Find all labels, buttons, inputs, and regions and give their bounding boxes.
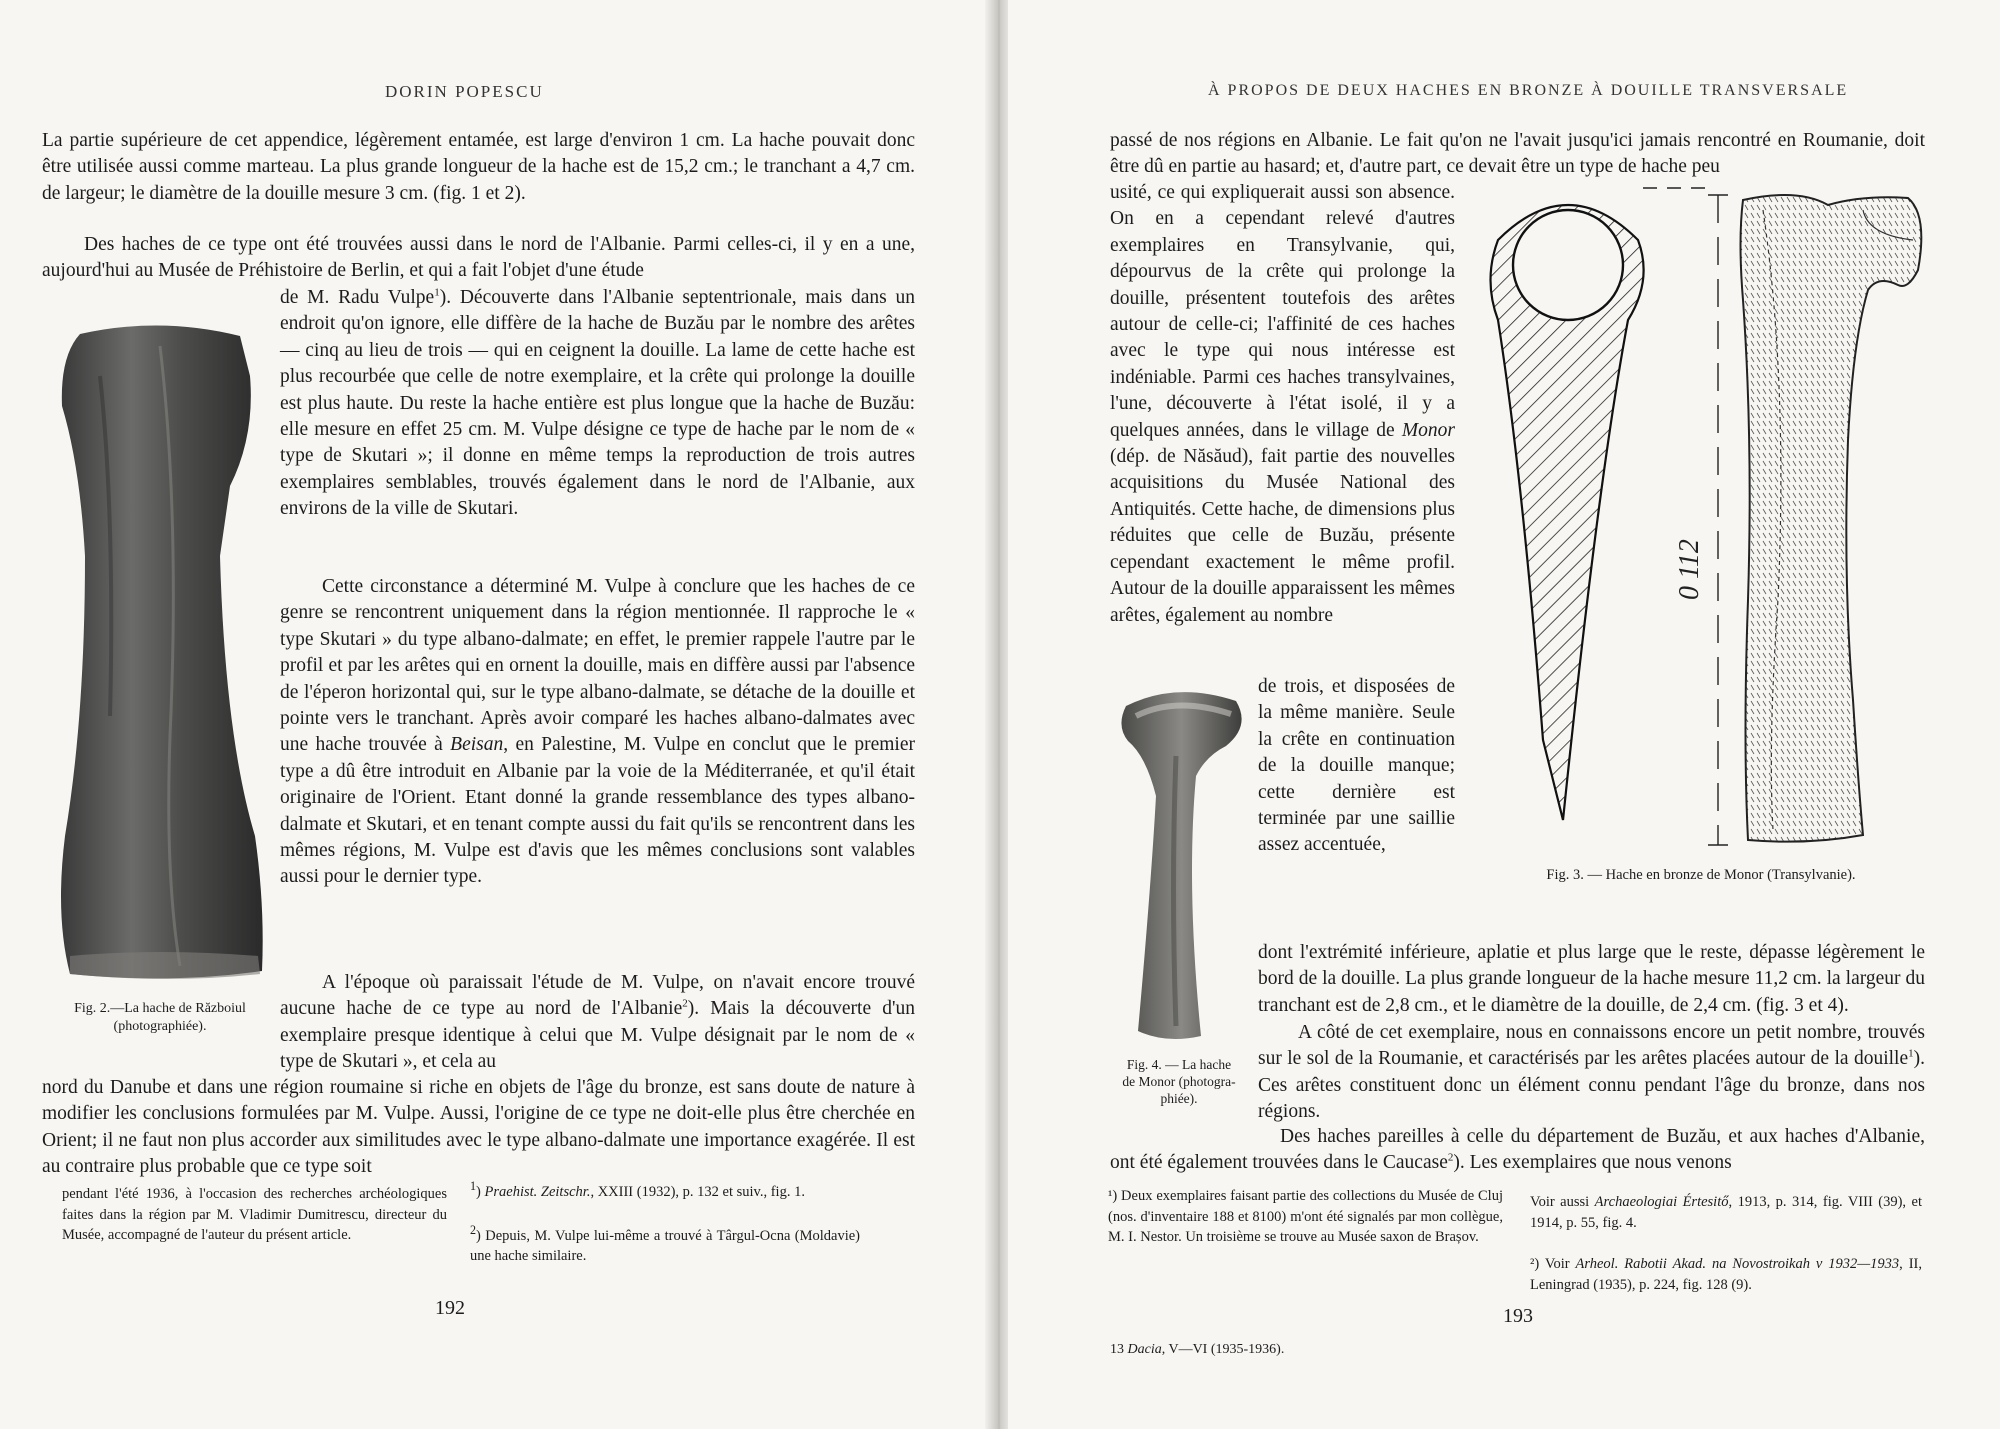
paragraph: de M. Radu Vulpe$^1$). Découverte dans l'Albanie septentrionale, mais dans un endroit qu'on ignore, elle diffère de la hache de Buzău par le nombre des arêtes — cinq au lieu de trois — qui en ceignent la douille. La lame de cette hache est plus recourbée que celle de notre exemplaire, et la crête qui prolonge la douille est plus haute. Du reste la hache entière est plus longue que la hache de Buzău: elle mesure en effet 25 cm. M. Vulpe désigne ce type de hache par le nom de « type de Skutari »; il donne en même temps la reproduction de trois autres exemplaires semblables, trouvés également dans le nord de l'Albanie, aux environs de la ville de Skutari.	[280, 286, 915, 520]
paragraph: passé de nos régions en Albanie. Le fait qu'on ne l'avait jusqu'ici jamais rencontré en Roumanie, doit être dû en partie au hasard; et, d'autre part, ce devait être un type de hache peu	[1110, 130, 1925, 178]
paragraph: de trois, et disposées de la même manière. Seule la crête en continuation de la douille manque; cette dernière est terminée par une saillie assez accentuée,	[1258, 676, 1455, 856]
axe-photograph	[1116, 686, 1256, 1046]
right-page	[1008, 0, 2000, 1429]
printer-signature: 13 Dacia, V—VI (1935-1936).	[1110, 1342, 1285, 1357]
footnote: $^1$) Praehist. Zeitschr., XXIII (1932), p. 132 et suiv., fig. 1.	[470, 1179, 805, 1200]
running-header: À PROPOS DE DEUX HACHES EN BRONZE À DOUILLE TRANSVERSALE	[1208, 82, 1849, 99]
page-number: 193	[1503, 1305, 1533, 1327]
figure-caption: Fig. 4. — La hache de Monor (photogra- phiée).	[1122, 1057, 1236, 1106]
figure-caption: Fig. 3. — Hache en bronze de Monor (Transylvanie).	[1546, 867, 1856, 883]
paragraph: dont l'extrémité inférieure, aplatie et plus large que le reste, dépasse légèrement le bord de la douille. La plus grande longueur de la hache mesure 11,2 cm. la largeur du tranchant est de 2,8 cm., et le diamètre de la douille, de 2,4 cm. (fig. 3 et 4).	[1258, 942, 1925, 1016]
paragraph: nord du Danube et dans une région roumaine si riche en objets de l'âge du bronze, est sans doute de nature à modifier les conclusions formulées par M. Vulpe. Aussi, l'origine de ce type ne doit-elle plus être cherchée en Orient; il ne faut non plus accorder aux similitudes avec le type albano-dalmate une importance exagérée. Il est au contraire plus probable que ce type soit	[42, 1077, 915, 1178]
paragraph: Cette circonstance a déterminé M. Vulpe à conclure que les haches de ce genre se rencontrent uniquement dans la région mentionnée. Il rapproche le « type Skutari » du type albano-dalmate; en effet, le premier rappele l'autre par le profil et par les arêtes qui en ornent la douille, mais en diffère aussi par l'absence de l'éperon horizontal qui, sur le type albano-dalmate, se détache de la douille et pointe vers le tranchant. Après avoir comparé les haches albano-dalmates avec une hache trouvée à Beisan, en Palestine, M. Vulpe en conclut que le premier type a dû être introduit en Albanie par la voie de la Méditerranée, et qu'il était originaire de l'Orient. Etant donné la grande ressemblance des types albano-dalmate et Skutari, et en tenant compte aussi du fait qu'ils se rencontrent dans les mêmes régions, M. Vulpe est d'avis que les mêmes conclusions sont valables aussi pour le dernier type.	[280, 576, 915, 888]
footnote-ref[interactable]: 1	[434, 286, 440, 299]
axe-section-drawing	[1468, 180, 1938, 860]
left-page	[0, 0, 990, 1429]
paragraph: A côté de cet exemplaire, nous en connaissons encore un petit nombre, trouvés sur le sol de la Roumanie, et caractérisés par les arêtes placées autour de la douille$^1$). Ces arêtes constituent donc un élément connu pendant l'âge du bronze, dans nos régions.	[1258, 1022, 1925, 1123]
paragraph: usité, ce qui expliquerait aussi son absence. On en a cependant relevé d'autres exemplaires en Transylvanie, qui, dépourvus de la crête qui prolonge la douille, présentent toutefois des arêtes autour de celle-ci; l'affinité de ces haches avec le type qui nous intéresse est indéniable. Parmi ces haches transylvaines, l'une, découverte à l'état isolé, il y a quelques années, dans le village de Monor (dép. de Năsăud), fait partie des nouvelles acquisitions du Musée National des Antiquités. Cette hache, de dimensions plus réduites que celle de Buzău, présente cependant exactement le même profil. Autour de la douille apparaissent les mêmes arêtes, également au nombre	[1110, 182, 1456, 626]
paragraph: A l'époque où paraissait l'étude de M. Vulpe, on n'avait encore trouvé aucune hache de ce type au nord de l'Albanie$^2$). Mais la découverte d'un exemplaire presque identique à celui que M. Vulpe désignait par le nom de « type de Skutari », et cela au	[280, 972, 915, 1073]
footnote-ref[interactable]: 2	[1447, 1151, 1454, 1164]
axe-photograph	[40, 316, 270, 986]
footnote-ref[interactable]: 2	[682, 997, 688, 1010]
page-number: 192	[435, 1297, 465, 1319]
paragraph: Des haches pareilles à celle du département de Buzău, et aux haches d'Albanie, ont été également trouvées dans le Caucase$^2$). Les exemplaires que nous venons	[1110, 1126, 1925, 1174]
footnote-ref[interactable]: 1	[1908, 1047, 1914, 1060]
footnote: ¹) Deux exemplaires faisant partie des collections du Musée de Cluj (nos. d'inventaire 188 et 8100) m'ont été signalés par mon collègue, M. I. Nestor. Un troisième se trouve au Musée saxon de Brașov.	[1108, 1188, 1503, 1245]
footnote: ²) Voir Arheol. Rabotii Akad. na Novostroikah v 1932—1933, II, Leningrad (1935), p. 224, fig. 128 (9).	[1530, 1256, 1923, 1293]
footnote: Voir aussi Archaeologiai Értesitő, 1913, p. 314, fig. VIII (39), et 1914, p. 55, fig. 4.	[1530, 1194, 1922, 1231]
running-header: DORIN POPESCU	[385, 82, 544, 101]
figure-caption: Fig. 2.—La hache de Războiul (photographiée).	[74, 1001, 246, 1034]
footnote-continuation: pendant l'été 1936, à l'occasion des recherches archéologiques faites dans la région par M. Vladimir Dumitrescu, directeur du Musée, accompagné de l'auteur du présent article.	[62, 1186, 447, 1243]
footnote: $^2$) Depuis, M. Vulpe lui-même a trouvé à Târgul-Ocna (Moldavie) une hache similaire.	[470, 1223, 860, 1265]
paragraph: La partie supérieure de cet appendice, légèrement entamée, est large d'environ 1 cm. La hache pouvait donc être utilisée aussi comme marteau. La plus grande longueur de la hache est de 15,2 cm.; le tranchant a 4,7 cm. de largeur; le diamètre de la douille mesure 3 cm. (fig. 1 et 2).	[42, 130, 915, 204]
measurement-label: 0 112	[1674, 539, 1705, 600]
paragraph: Des haches de ce type ont été trouvées aussi dans le nord de l'Albanie. Parmi celles-ci, il y en a une, aujourd'hui au Musée de Préhistoire de Berlin, et qui a fait l'objet d'une étude	[42, 234, 915, 282]
